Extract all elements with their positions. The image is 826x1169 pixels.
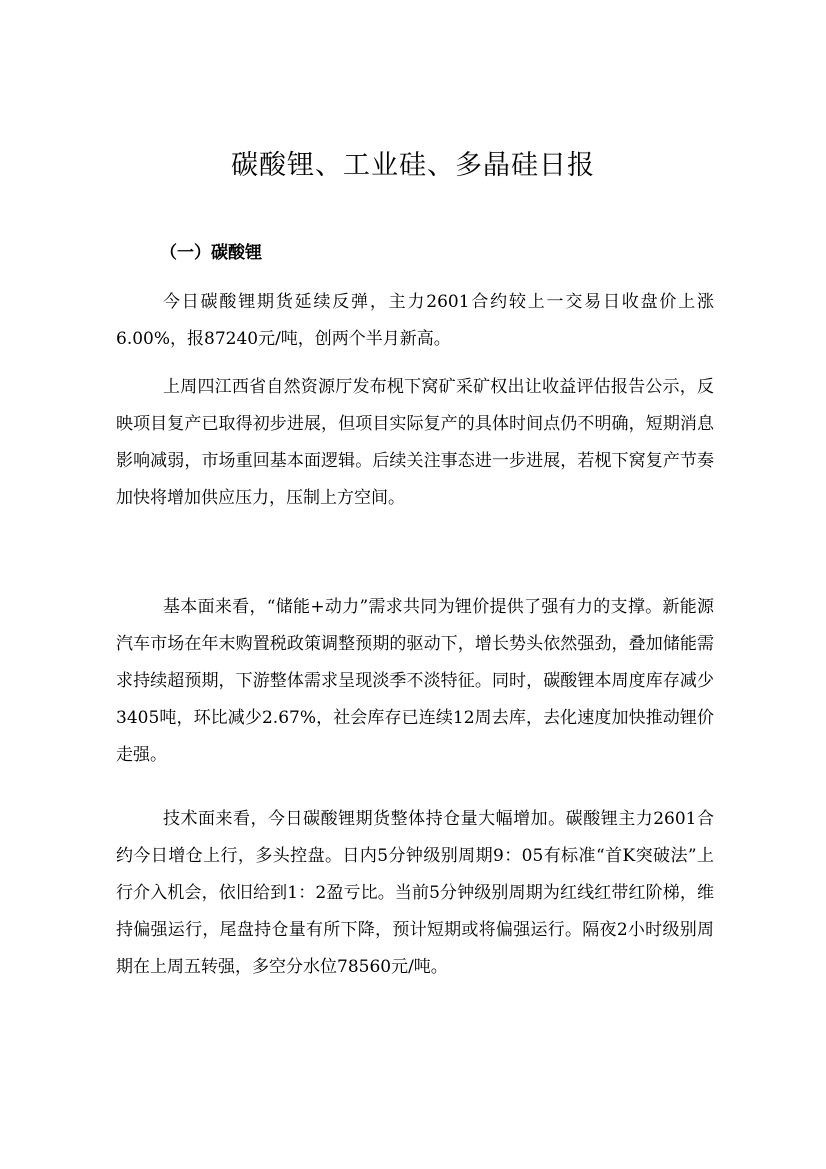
page-title: 碳酸锂、工业硅、多晶硅日报 [231,150,595,181]
paragraph-supply-news: 上周四江西省自然资源厅发布枧下窝矿采矿权出让收益评估报告公示，反映项目复产已取得初步进展，但项目实际复产的具体时间点仍不明确，短期消息影响减弱，市场重回基本面逻辑。后续关注事态进一步进展，若枧下窝复产节奏加快将增加供应压力，压制上方空间。 [116,377,714,508]
paragraph-technical-analysis: 技术面来看，今日碳酸锂期货整体持仓量大幅增加。碳酸锂主力2601合约今日增仓上行，多头控盘。日内5分钟级别周期9：05有标准“首K突破法”上行介入机会，依旧给到1：2盈亏比。当前5分钟级别周期为红线红带红阶梯，维持偏强运行，尾盘持仓量有所下降，预计短期或将偏强运行。隔夜2小时级别周期在上周五转强，多空分水位78560元/吨。 [116,809,714,977]
section-heading-lithium-carbonate: （一）碳酸锂 [160,243,262,263]
paragraph-price-summary: 今日碳酸锂期货延续反弹，主力2601合约较上一交易日收盘价上涨6.00%，报87240元/吨，创两个半月新高。 [116,292,714,349]
paragraph-fundamentals: 基本面来看，“储能+动力”需求共同为锂价提供了强有力的支撑。新能源汽车市场在年末购置税政策调整预期的驱动下，增长势头依然强劲，叠加储能需求持续超预期，下游整体需求呈现淡季不淡特征。同时，碳酸锂本周度库存减少3405吨，环比减少2.67%，社会库存已连续12周去库，去化速度加快推动锂价走强。 [116,597,714,765]
